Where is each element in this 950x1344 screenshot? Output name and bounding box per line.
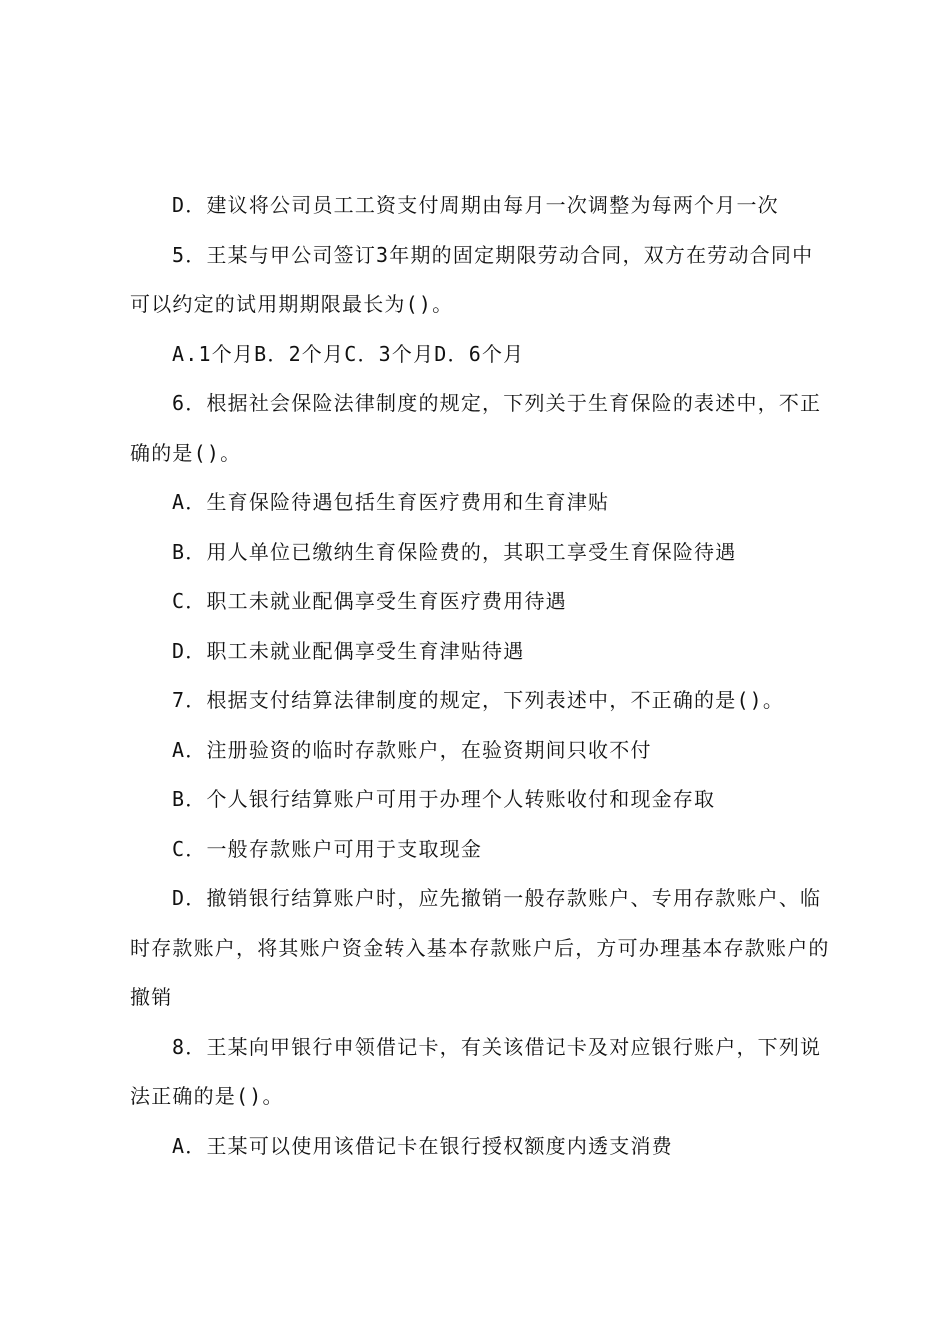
option-d-q7: D．撤销银行结算账户时，应先撤销一般存款账户、专用存款账户、临时存款账户，将其账户资金转入基本存款账户后，方可办理基本存款账户的撤销 bbox=[130, 886, 830, 1009]
option-c-q7: C．一般存款账户可用于支取现金 bbox=[172, 836, 483, 861]
options-q5: A.1个月B．2个月C．3个月D．6个月 bbox=[172, 341, 525, 366]
question-7: 7．根据支付结算法律制度的规定，下列表述中，不正确的是()。 bbox=[172, 688, 785, 712]
option-d-q4: D．建议将公司员工工资支付周期由每月一次调整为每两个月一次 bbox=[172, 193, 779, 217]
option-b-q6: B．用人单位已缴纳生育保险费的，其职工享受生育保险待遇 bbox=[172, 539, 737, 564]
option-a-q8: A．王某可以使用该借记卡在银行授权额度内透支消费 bbox=[172, 1133, 673, 1158]
option-c-q6: C．职工未就业配偶享受生育医疗费用待遇 bbox=[172, 589, 567, 613]
document-body bbox=[130, 181, 832, 1171]
question-6: 6．根据社会保险法律制度的规定，下列关于生育保险的表述中，不正确的是()。 bbox=[130, 391, 822, 465]
question-5: 5．王某与甲公司签订3年期的固定期限劳动合同，双方在劳动合同中可以约定的试用期期限最长为()。 bbox=[130, 242, 814, 316]
option-b-q7: B．个人银行结算账户可用于办理个人转账收付和现金存取 bbox=[172, 787, 716, 811]
question-8: 8．王某向甲银行申领借记卡，有关该借记卡及对应银行账户，下列说法正确的是()。 bbox=[130, 1034, 822, 1108]
option-a-q7: A．注册验资的临时存款账户，在验资期间只收不付 bbox=[172, 737, 652, 762]
option-a-q6: A．生育保险待遇包括生育医疗费用和生育津贴 bbox=[172, 490, 610, 514]
option-d-q6: D．职工未就业配偶享受生育津贴待遇 bbox=[172, 638, 525, 663]
